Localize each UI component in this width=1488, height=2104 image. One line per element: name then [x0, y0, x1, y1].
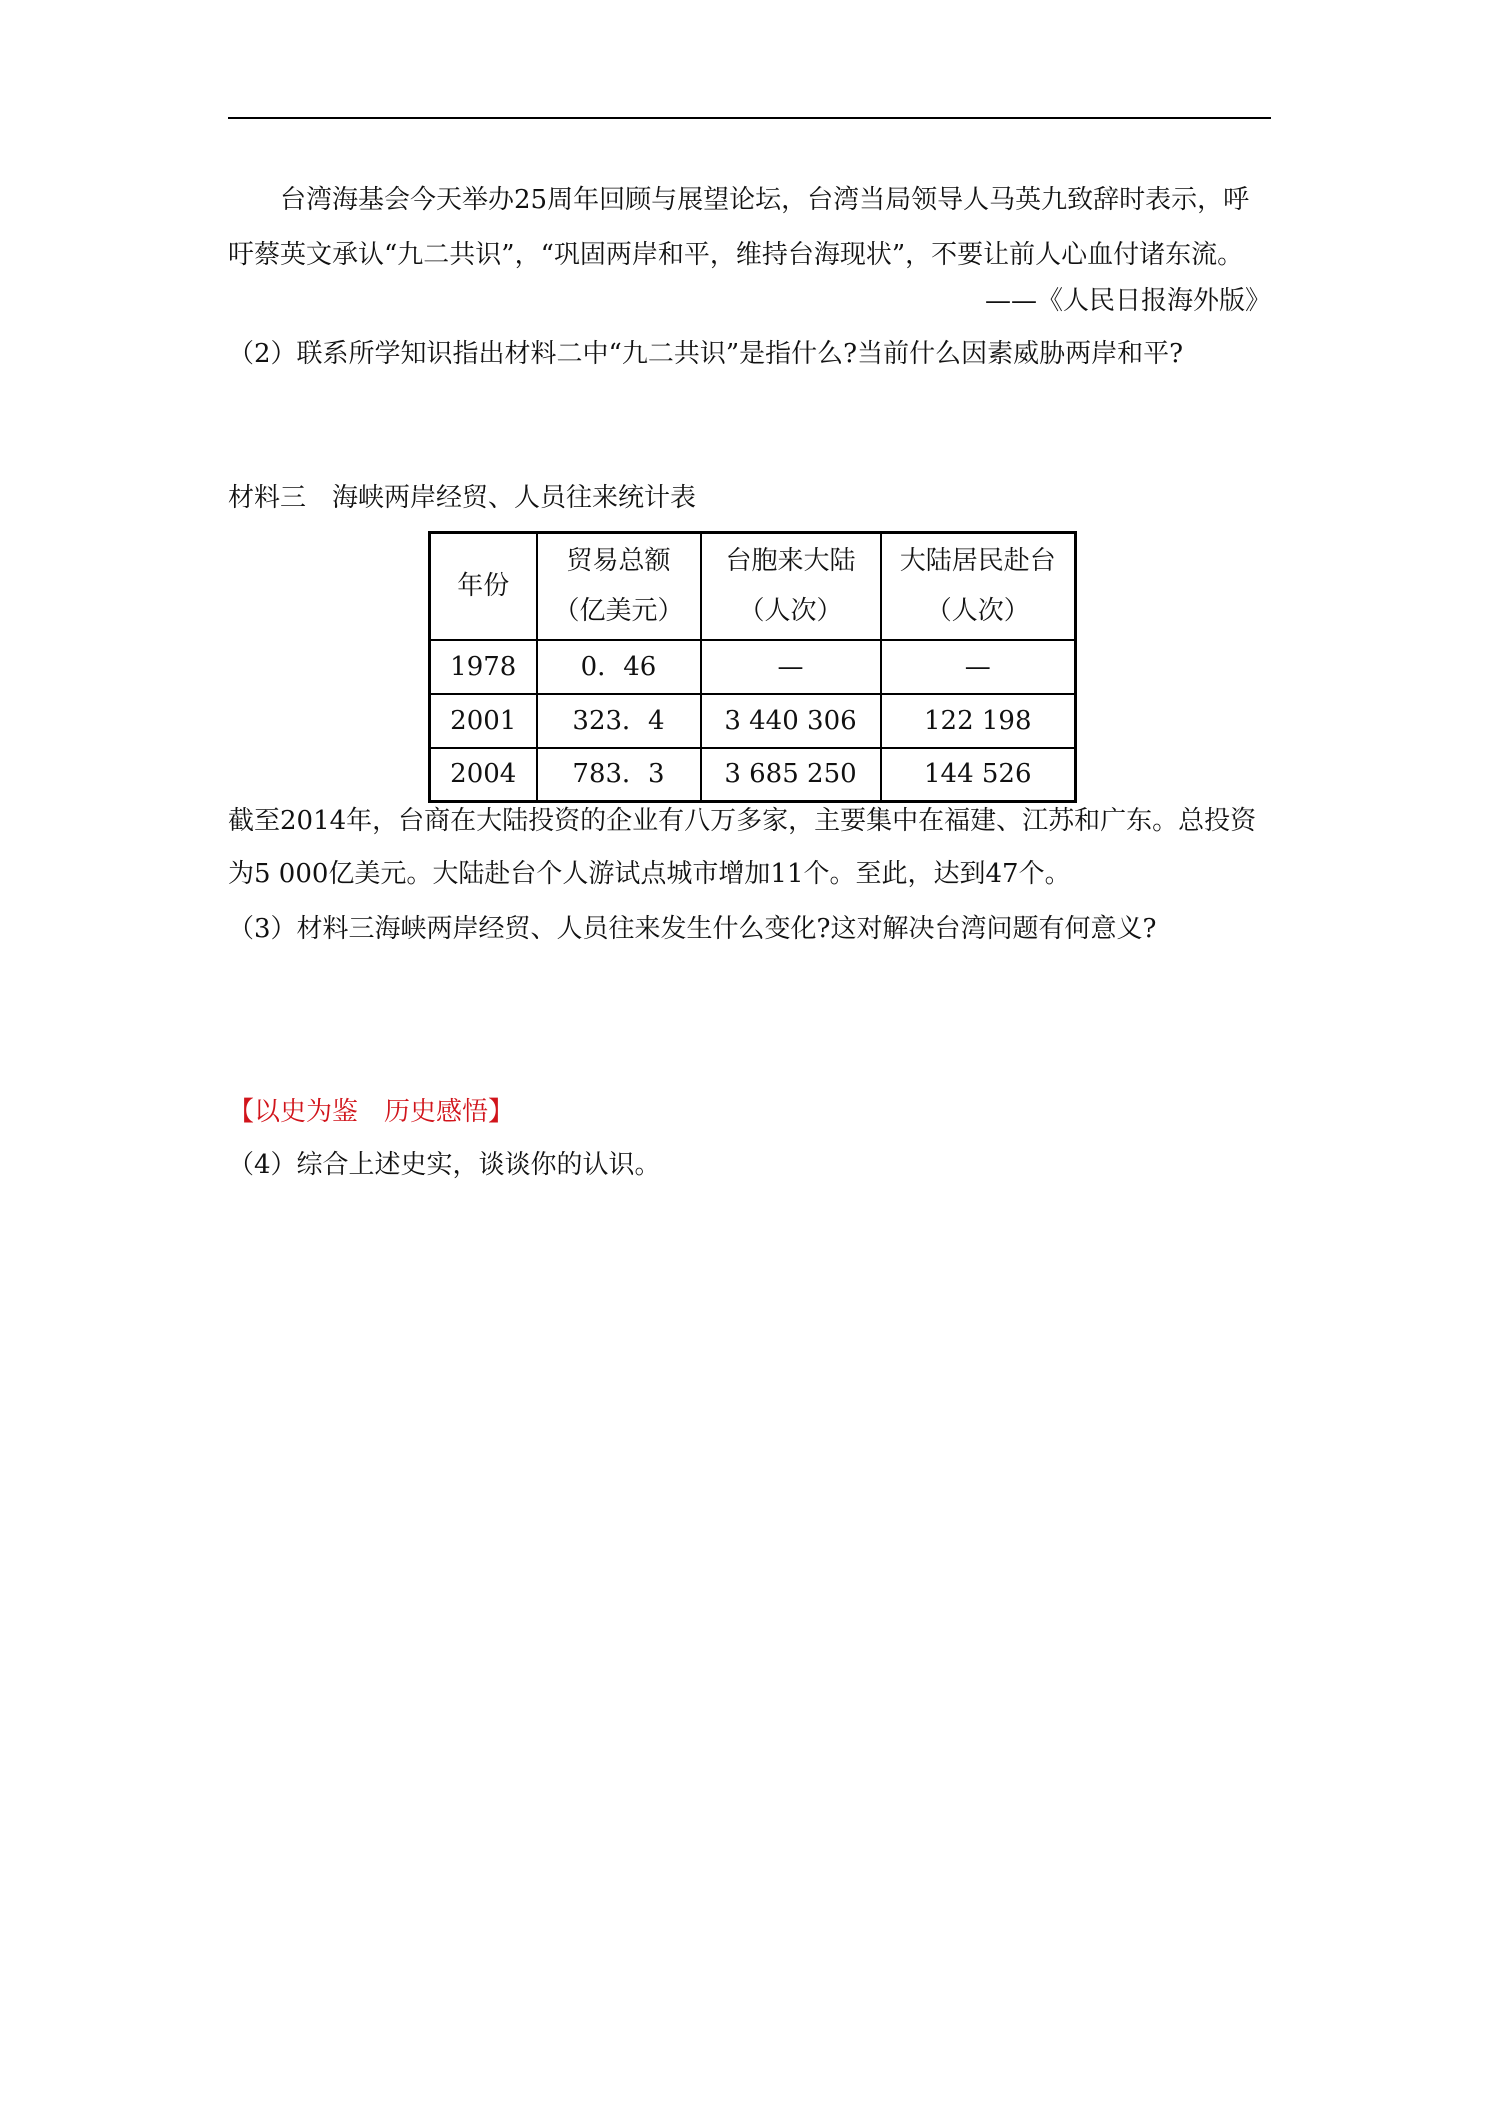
header-trade: 贸易总额（亿美元）	[537, 533, 701, 640]
table-row	[430, 640, 1076, 694]
material3-title: 材料三 海峡两岸经贸、人员往来统计表	[228, 483, 697, 513]
material2-line-2: 吁蔡英文承认“九二共识”，“巩固两岸和平，维持台海现状”，不要让前人心血付诸东流。	[228, 240, 1244, 270]
material2-line-1: 台湾海基会今天举办25周年回顾与展望论坛，台湾当局领导人马英九致辞时表示，呼	[280, 185, 1250, 215]
table-row	[430, 748, 1076, 802]
table-cell: 2004	[430, 748, 537, 802]
header-rule	[228, 117, 1271, 119]
table-cell: —	[701, 640, 881, 694]
question-4: （4）综合上述史实，谈谈你的认识。	[228, 1150, 661, 1180]
table-cell: 1978	[430, 640, 537, 694]
header-year: 年份	[430, 533, 537, 640]
table-cell: 144 526	[881, 748, 1076, 802]
table-header-row	[430, 533, 1076, 640]
table-cell: 122 198	[881, 694, 1076, 748]
question-2: （2）联系所学知识指出材料二中“九二共识”是指什么?当前什么因素威胁两岸和平?	[228, 339, 1184, 369]
header-taiwan-visitors: 台胞来大陆（人次）	[701, 533, 881, 640]
table-cell: 783．3	[537, 748, 701, 802]
table-cell: 2001	[430, 694, 537, 748]
table-cell: 0．46	[537, 640, 701, 694]
material2-source: ——《人民日报海外版》	[984, 286, 1271, 316]
table-cell: —	[881, 640, 1076, 694]
header-mainland-visitors: 大陆居民赴台（人次）	[881, 533, 1076, 640]
question-3: （3）材料三海峡两岸经贸、人员往来发生什么变化?这对解决台湾问题有何意义?	[228, 914, 1157, 944]
table-row	[430, 694, 1076, 748]
section-heading: 【以史为鉴 历史感悟】	[228, 1097, 515, 1127]
stats-table	[428, 531, 1077, 803]
table-cell: 3 440 306	[701, 694, 881, 748]
table-cell: 323．4	[537, 694, 701, 748]
table-cell: 3 685 250	[701, 748, 881, 802]
material3-note-line-1: 截至2014年，台商在大陆投资的企业有八万多家，主要集中在福建、江苏和广东。总投资	[228, 806, 1257, 836]
material3-note-line-2: 为5 000亿美元。大陆赴台个人游试点城市增加11个。至此，达到47个。	[228, 859, 1071, 889]
